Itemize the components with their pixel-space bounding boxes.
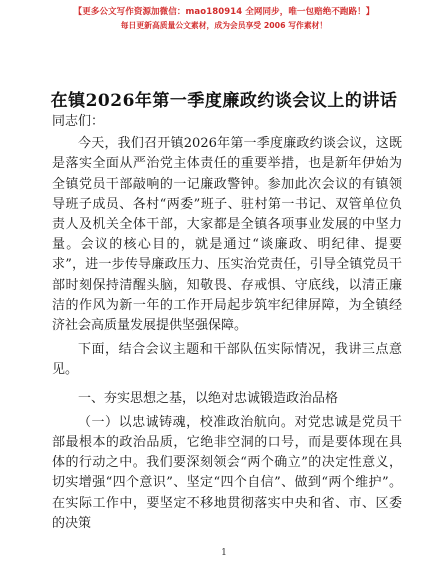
document-body xyxy=(52,112,402,534)
document-title: 在镇2026年第一季度廉政约谈会议上的讲话 xyxy=(50,91,398,111)
body-paragraph-1: 今天，我们召开镇2026年第一季度廉政约谈会议，这既是落实全面从严治党主体责任的重要举措，也是新年伊始为全镇党员干部敲响的一记廉政警钟。参加此次会议的有镇领导班子成员、各村“两委”班子、驻村第一书记、双管单位负责人及机关全体干部，大家都是全镇各项事业发展的中坚力量。会议的核心目的，就是通过“谈廉政、明纪律、提要求”，进一步传导廉政压力、压实治党责任，引导全镇党员干部时刻保持清醒头脑，知敬畏、存戒惧、守底线，以清正廉洁的作风为新一年的工作开局起步筑牢纪律屏障，为全镇经济社会高质量发展提供坚强保障。 xyxy=(52,136,402,334)
body-paragraph-2: 下面，结合会议主题和干部队伍实际情况，我讲三点意见。 xyxy=(52,342,402,378)
promo-banner-line-1: 【更多公文写作资源加微信：mao180914 全网同步，唯一包赔绝不跑路！】 xyxy=(73,7,375,17)
promo-banner-line-2: 每日更新高质量公文素材，成为会员享受 2006 写作素材！ xyxy=(120,21,328,30)
section-heading-1: 一、夯实思想之基，以绝对忠诚锻造政治品格 xyxy=(78,390,339,406)
page-number: 1 xyxy=(221,548,227,558)
promo-banner xyxy=(0,6,448,32)
salutation: 同志们： xyxy=(52,114,105,129)
sub-section-paragraph-1: （一）以忠诚铸魂，校准政治航向。对党忠诚是党员干部最根本的政治品质，它绝非空洞的口号，而是要体现在具体的行动之中。我们要深刻领会“两个确立”的决定性意义，切实增强“四个意识”、坚定“四个自信”、做到“两个维护”。在实际工作中，要坚定不移地贯彻落实中央和省、市、区委的决策 xyxy=(52,414,402,531)
